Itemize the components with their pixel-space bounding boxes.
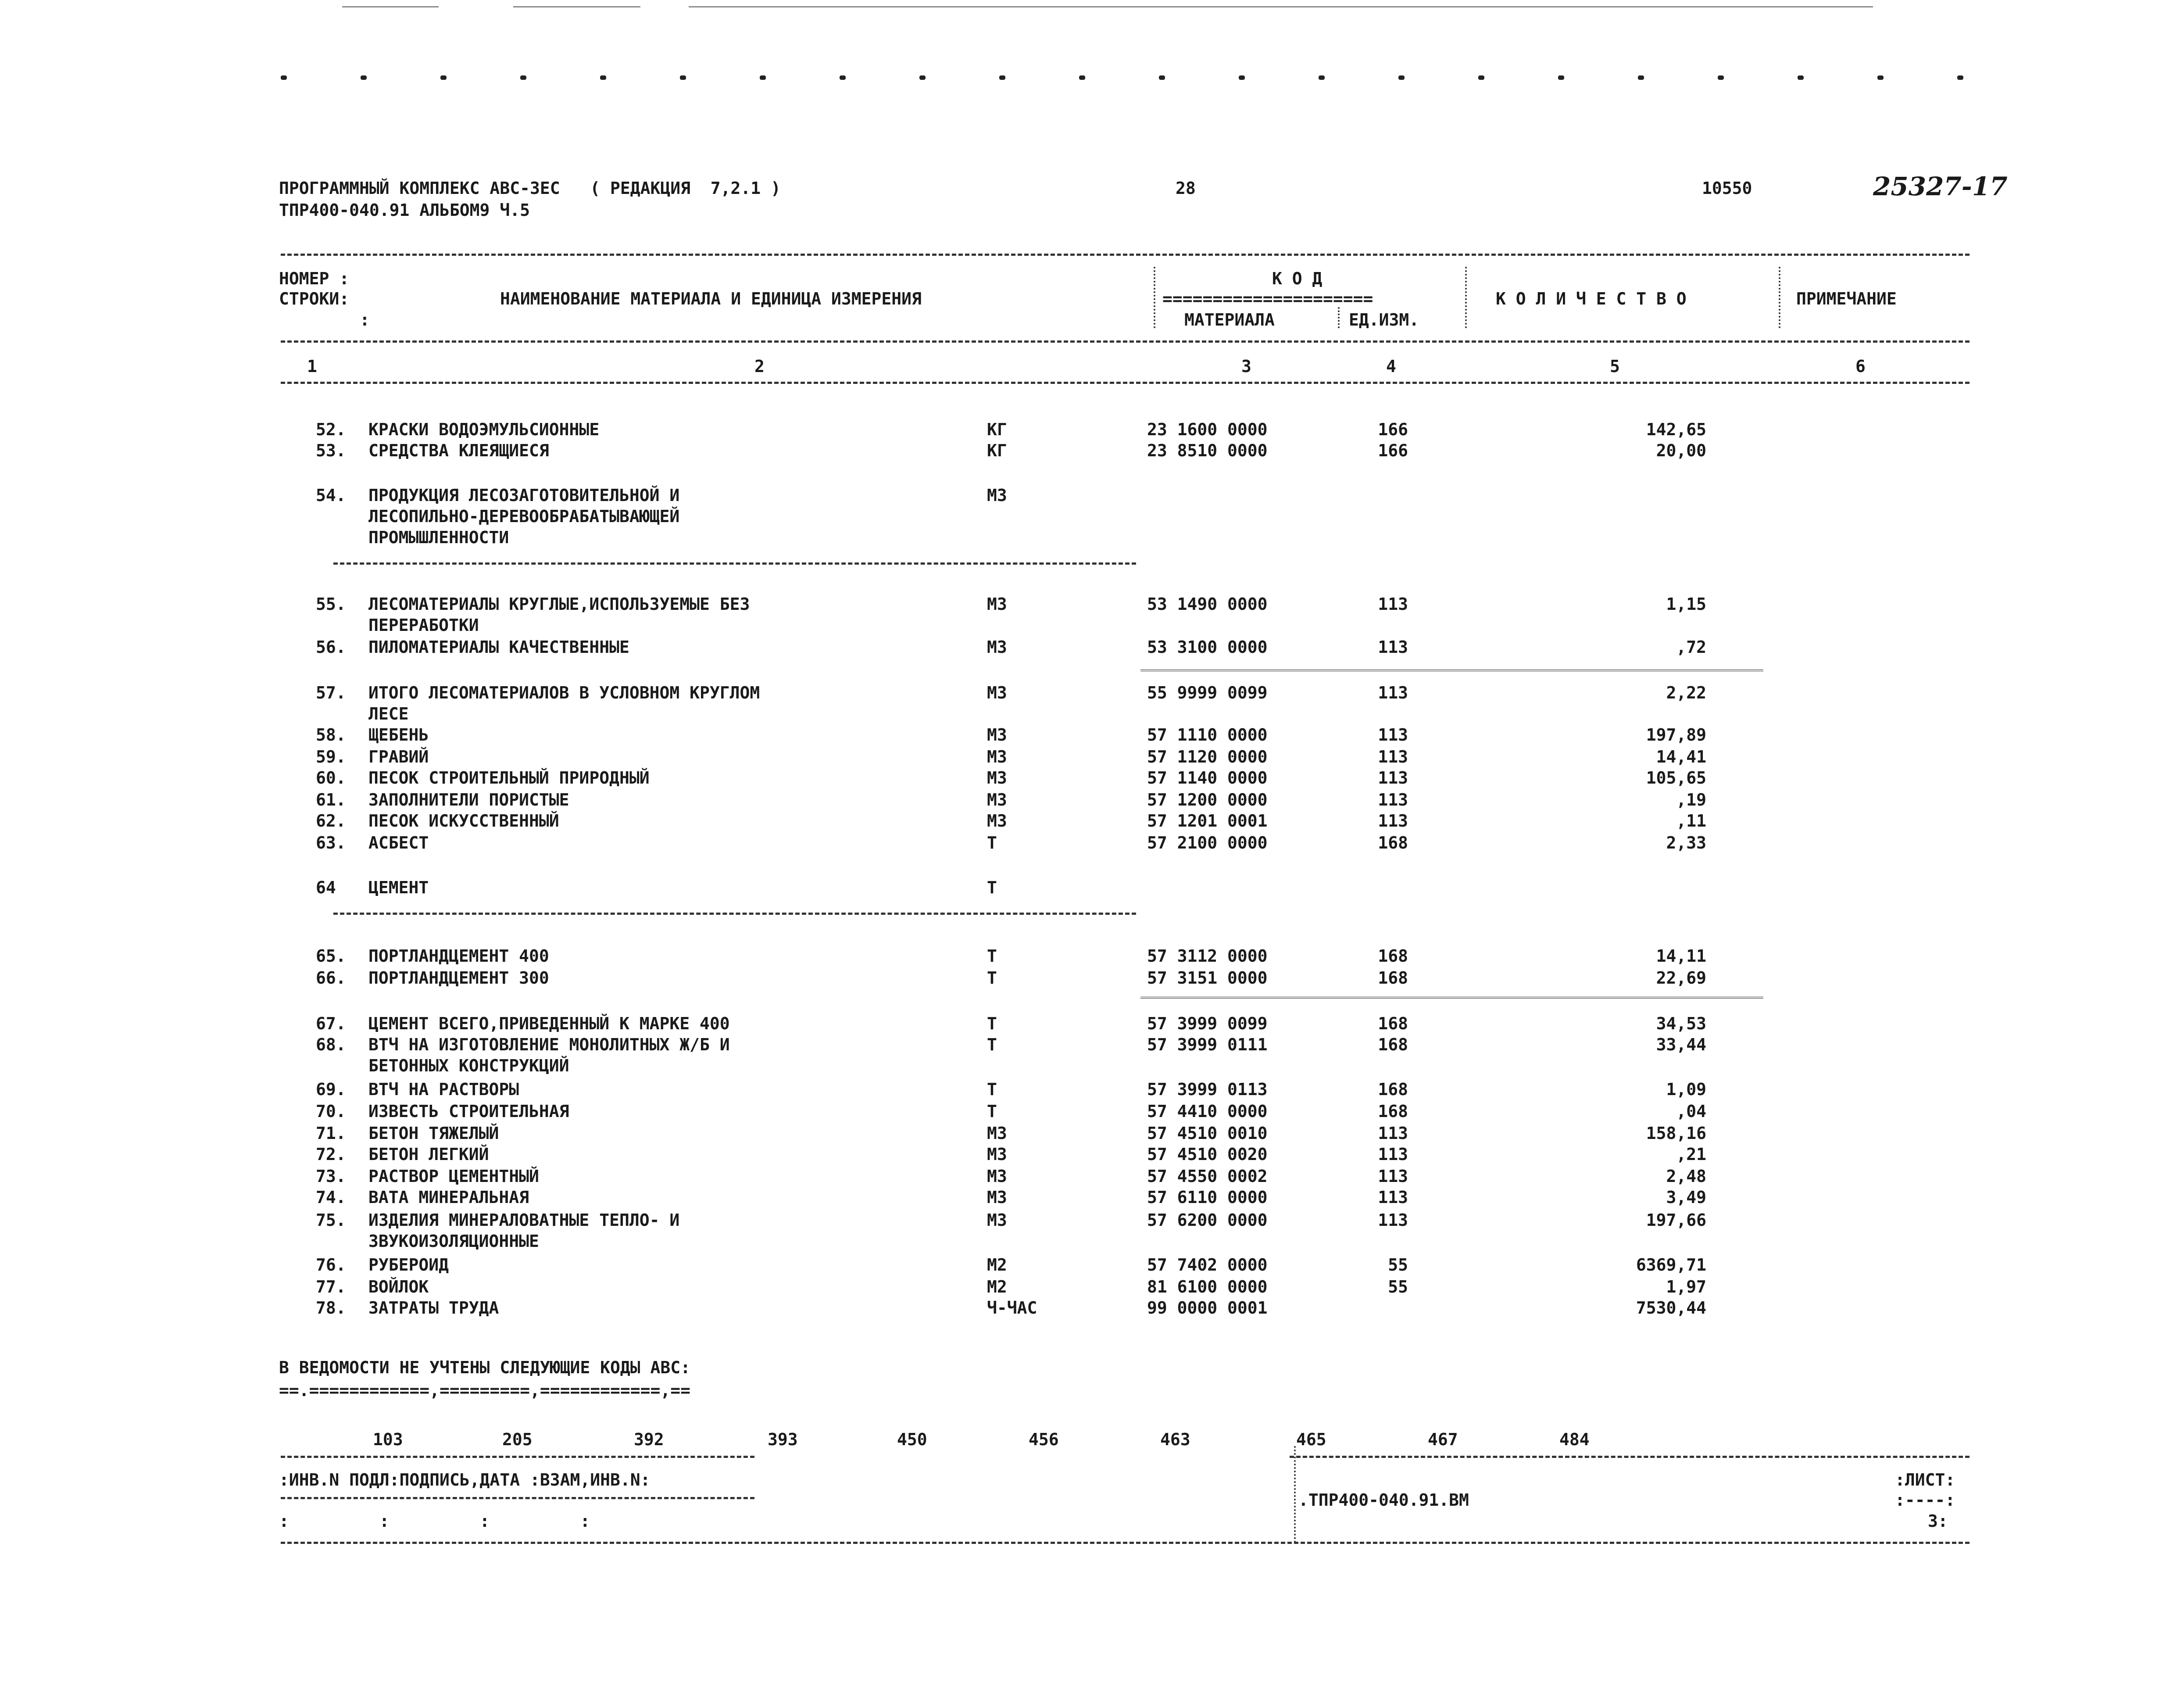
unit-code: 113 bbox=[1378, 768, 1408, 788]
row-number: 66. bbox=[316, 968, 346, 988]
unaccounted-code: 450 bbox=[897, 1430, 927, 1449]
material-code: 57 3112 0000 bbox=[1147, 946, 1268, 966]
perforation-mark bbox=[1957, 75, 1963, 80]
unit-of-measure: М3 bbox=[987, 1167, 1007, 1186]
perforation-mark bbox=[1398, 75, 1405, 80]
row-number: 73. bbox=[316, 1167, 346, 1186]
unit-of-measure: М3 bbox=[987, 1188, 1007, 1207]
material-name: СРЕДСТВА КЛЕЯЩИЕСЯ bbox=[368, 441, 549, 460]
unit-of-measure: М3 bbox=[987, 1210, 1007, 1230]
material-code: 23 1600 0000 bbox=[1147, 420, 1268, 439]
footer-note-underline: ==.============,=========,============,== bbox=[279, 1381, 690, 1400]
unit-code: 168 bbox=[1378, 1035, 1408, 1054]
material-code: 57 4510 0010 bbox=[1147, 1124, 1268, 1143]
column-number-3: 3 bbox=[1241, 357, 1251, 376]
perforation-mark bbox=[760, 75, 766, 80]
material-name: ВТЧ НА РАСТВОРЫ bbox=[368, 1080, 519, 1099]
material-code: 57 1140 0000 bbox=[1147, 768, 1268, 788]
perforation-mark bbox=[1718, 75, 1724, 80]
material-name: ПЕСОК ИСКУССТВЕННЫЙ bbox=[368, 811, 559, 831]
row-number: 61. bbox=[316, 790, 346, 809]
program-title: ПРОГРАММНЫЙ КОМПЛЕКС АВС-3ЕС ( РЕДАКЦИЯ 7,2.1 ) bbox=[279, 179, 781, 198]
unit-of-measure: М3 bbox=[987, 747, 1007, 766]
material-name-continued: ПРОМЫШЛЕННОСТИ bbox=[368, 528, 509, 547]
row-number-label: : bbox=[360, 310, 370, 329]
unit-of-measure: М3 bbox=[987, 790, 1007, 809]
quantity-value: 7530,44 bbox=[1636, 1298, 1706, 1318]
quantity-value: 105,65 bbox=[1646, 768, 1706, 788]
unaccounted-code: 392 bbox=[634, 1430, 664, 1449]
code-material-header: МАТЕРИАЛА bbox=[1184, 310, 1275, 329]
row-number: 70. bbox=[316, 1102, 346, 1121]
unit-code: 113 bbox=[1378, 790, 1408, 809]
album-title: ТПР400-040.91 АЛЬБОМ9 Ч.5 bbox=[279, 201, 530, 220]
perforation-mark bbox=[1079, 75, 1085, 80]
quantity-value: 14,11 bbox=[1656, 946, 1706, 966]
unit-of-measure: М3 bbox=[987, 811, 1007, 831]
material-name: ВТЧ НА ИЗГОТОВЛЕНИЕ МОНОЛИТНЫХ Ж/Б И bbox=[368, 1035, 730, 1054]
column-separator bbox=[1338, 307, 1340, 328]
row-number: 69. bbox=[316, 1080, 346, 1099]
unit-of-measure: М3 bbox=[987, 725, 1007, 745]
quantity-value: 2,48 bbox=[1666, 1167, 1706, 1186]
material-name: ПОРТЛАНДЦЕМЕНТ 300 bbox=[368, 968, 549, 988]
material-code: 57 4510 0020 bbox=[1147, 1145, 1268, 1164]
material-code: 57 3151 0000 bbox=[1147, 968, 1268, 988]
unit-of-measure: М3 bbox=[987, 486, 1007, 505]
material-code: 23 8510 0000 bbox=[1147, 441, 1268, 460]
group-separator bbox=[333, 913, 1136, 915]
perforation-mark bbox=[1478, 75, 1484, 80]
quantity-value: ,72 bbox=[1676, 637, 1706, 657]
unit-of-measure: Т bbox=[987, 1080, 997, 1099]
quantity-value: 197,66 bbox=[1646, 1210, 1706, 1230]
material-name: ПИЛОМАТЕРИАЛЫ КАЧЕСТВЕННЫЕ bbox=[368, 637, 629, 657]
unit-code: 168 bbox=[1378, 1014, 1408, 1033]
material-name-continued: ПЕРЕРАБОТКИ bbox=[368, 616, 479, 635]
quantity-value: 33,44 bbox=[1656, 1035, 1706, 1054]
header-top-rule bbox=[281, 254, 1970, 256]
unit-of-measure: Ч-ЧАС bbox=[987, 1298, 1037, 1318]
material-name: ИЗДЕЛИЯ МИНЕРАЛОВАТНЫЕ ТЕПЛО- И bbox=[368, 1210, 680, 1230]
column-number-5: 5 bbox=[1610, 357, 1620, 376]
unit-of-measure: М3 bbox=[987, 768, 1007, 788]
row-number: 58. bbox=[316, 725, 346, 745]
stamp-document-code: .ТПР400-040.91.ВМ bbox=[1298, 1490, 1469, 1510]
row-number: 52. bbox=[316, 420, 346, 439]
material-code: 55 9999 0099 bbox=[1147, 683, 1268, 702]
unit-code: 55 bbox=[1388, 1277, 1408, 1296]
material-name-continued: БЕТОННЫХ КОНСТРУКЦИЙ bbox=[368, 1056, 569, 1075]
quantity-value: 1,09 bbox=[1666, 1080, 1706, 1099]
unit-code: 168 bbox=[1378, 1102, 1408, 1121]
column-separator bbox=[1779, 267, 1780, 328]
quantity-value: 20,00 bbox=[1656, 441, 1706, 460]
code-unit-header: ЕД.ИЗМ. bbox=[1349, 310, 1419, 329]
unit-code: 113 bbox=[1378, 811, 1408, 831]
material-name: ВАТА МИНЕРАЛЬНАЯ bbox=[368, 1188, 529, 1207]
row-number: 72. bbox=[316, 1145, 346, 1164]
material-code: 53 1490 0000 bbox=[1147, 594, 1268, 614]
unit-code: 168 bbox=[1378, 1080, 1408, 1099]
material-name: РАСТВОР ЦЕМЕНТНЫЙ bbox=[368, 1167, 539, 1186]
row-number: 63. bbox=[316, 833, 346, 852]
unit-of-measure: КГ bbox=[987, 441, 1007, 460]
row-number: 74. bbox=[316, 1188, 346, 1207]
material-name: ЗАПОЛНИТЕЛИ ПОРИСТЫЕ bbox=[368, 790, 569, 809]
perforation-mark bbox=[680, 75, 686, 80]
quantity-value: 197,89 bbox=[1646, 725, 1706, 745]
row-number: 59. bbox=[316, 747, 346, 766]
material-name: ИЗВЕСТЬ СТРОИТЕЛЬНАЯ bbox=[368, 1102, 569, 1121]
stamp-cell-borders: : : : : bbox=[279, 1511, 590, 1531]
perforation-mark bbox=[1159, 75, 1165, 80]
stamp-separator bbox=[1294, 1446, 1296, 1543]
row-number: 68. bbox=[316, 1035, 346, 1054]
code-column-header: К О Д bbox=[1272, 269, 1323, 288]
row-number: 71. bbox=[316, 1124, 346, 1143]
material-code: 57 1110 0000 bbox=[1147, 725, 1268, 745]
material-name: РУБЕРОИД bbox=[368, 1255, 449, 1275]
group-separator bbox=[333, 562, 1136, 565]
unit-of-measure: КГ bbox=[987, 420, 1007, 439]
unit-of-measure: М3 bbox=[987, 1145, 1007, 1164]
quantity-value: 14,41 bbox=[1656, 747, 1706, 766]
unaccounted-code: 463 bbox=[1160, 1430, 1190, 1449]
perforation-mark bbox=[520, 75, 526, 80]
quantity-value: ,19 bbox=[1676, 790, 1706, 809]
unaccounted-code: 467 bbox=[1428, 1430, 1458, 1449]
stamp-signature-labels: :ИНВ.N ПОДЛ:ПОДПИСЬ,ДАТА :ВЗАМ,ИНВ.N: bbox=[279, 1470, 651, 1490]
subtotal-separator bbox=[1140, 670, 1763, 671]
material-name: ГРАВИЙ bbox=[368, 747, 429, 766]
column-number-2: 2 bbox=[754, 357, 765, 376]
unit-code: 113 bbox=[1378, 1124, 1408, 1143]
material-code: 57 1200 0000 bbox=[1147, 790, 1268, 809]
material-code: 57 6110 0000 bbox=[1147, 1188, 1268, 1207]
perforation-mark bbox=[1239, 75, 1245, 80]
row-number: 60. bbox=[316, 768, 346, 788]
material-code: 57 1120 0000 bbox=[1147, 747, 1268, 766]
quantity-value: 3,49 bbox=[1666, 1188, 1706, 1207]
row-number: 75. bbox=[316, 1210, 346, 1230]
material-name: БЕТОН ЛЕГКИЙ bbox=[368, 1145, 489, 1164]
quantity-value: 2,33 bbox=[1666, 833, 1706, 852]
material-code: 57 1201 0001 bbox=[1147, 811, 1268, 831]
material-code: 57 3999 0111 bbox=[1147, 1035, 1268, 1054]
quantity-value: 6369,71 bbox=[1636, 1255, 1706, 1275]
document-number: 10550 bbox=[1702, 179, 1752, 198]
unit-of-measure: Т bbox=[987, 1035, 997, 1054]
row-number: 54. bbox=[316, 486, 346, 505]
top-scan-line bbox=[513, 6, 640, 7]
material-code: 57 3999 0113 bbox=[1147, 1080, 1268, 1099]
stamp-top-rule bbox=[1290, 1456, 1970, 1458]
column-number-1: 1 bbox=[307, 357, 317, 376]
material-code: 57 6200 0000 bbox=[1147, 1210, 1268, 1230]
row-number-label: СТРОКИ: bbox=[279, 289, 350, 308]
column-separator bbox=[1465, 267, 1467, 328]
unit-code: 166 bbox=[1378, 441, 1408, 460]
unit-of-measure: Т bbox=[987, 946, 997, 966]
header-bottom-rule bbox=[281, 382, 1970, 384]
quantity-value: ,11 bbox=[1676, 811, 1706, 831]
unit-code: 166 bbox=[1378, 420, 1408, 439]
material-name: ЦЕМЕНТ ВСЕГО,ПРИВЕДЕННЫЙ К МАРКЕ 400 bbox=[368, 1014, 730, 1033]
quantity-value: 2,22 bbox=[1666, 683, 1706, 702]
perforation-mark bbox=[840, 75, 846, 80]
row-number: 55. bbox=[316, 594, 346, 614]
perforation-mark bbox=[361, 75, 367, 80]
perforation-mark bbox=[440, 75, 447, 80]
material-name-continued: ЛЕСЕ bbox=[368, 704, 409, 723]
unit-code: 113 bbox=[1378, 1188, 1408, 1207]
top-scan-line bbox=[342, 6, 439, 7]
material-name: ЗАТРАТЫ ТРУДА bbox=[368, 1298, 499, 1318]
row-number: 62. bbox=[316, 811, 346, 831]
material-code: 81 6100 0000 bbox=[1147, 1277, 1268, 1296]
material-name-continued: ЛЕСОПИЛЬНО-ДЕРЕВООБРАБАТЫВАЮЩЕЙ bbox=[368, 507, 680, 526]
unaccounted-code: 205 bbox=[502, 1430, 533, 1449]
unit-code: 113 bbox=[1378, 637, 1408, 657]
quantity-value: 1,97 bbox=[1666, 1277, 1706, 1296]
row-number: 64 bbox=[316, 878, 336, 897]
page-number: 28 bbox=[1176, 179, 1196, 198]
row-number: 65. bbox=[316, 946, 346, 966]
sheet-separator: :----: bbox=[1895, 1490, 1955, 1510]
unit-of-measure: М2 bbox=[987, 1277, 1007, 1296]
unaccounted-code: 456 bbox=[1029, 1430, 1059, 1449]
perforation-mark bbox=[1558, 75, 1564, 80]
row-number: 67. bbox=[316, 1014, 346, 1033]
subtotal-separator bbox=[1140, 997, 1763, 999]
material-code: 57 7402 0000 bbox=[1147, 1255, 1268, 1275]
stamp-middle-rule bbox=[281, 1497, 754, 1499]
row-number: 57. bbox=[316, 683, 346, 702]
material-name: ЦЕМЕНТ bbox=[368, 878, 429, 897]
quantity-value: 22,69 bbox=[1656, 968, 1706, 988]
row-number-label: НОМЕР : bbox=[279, 269, 350, 288]
column-number-6: 6 bbox=[1855, 357, 1866, 376]
column-separator bbox=[1154, 267, 1155, 328]
stamp-bottom-rule bbox=[281, 1542, 1970, 1544]
material-name: ПРОДУКЦИЯ ЛЕСОЗАГОТОВИТЕЛЬНОЙ И bbox=[368, 486, 680, 505]
note-column-header: ПРИМЕЧАНИЕ bbox=[1796, 289, 1897, 308]
material-name: КРАСКИ ВОДОЭМУЛЬСИОННЫЕ bbox=[368, 420, 600, 439]
unit-code: 168 bbox=[1378, 833, 1408, 852]
unit-code: 168 bbox=[1378, 946, 1408, 966]
material-code: 57 3999 0099 bbox=[1147, 1014, 1268, 1033]
material-name: ПЕСОК СТРОИТЕЛЬНЫЙ ПРИРОДНЫЙ bbox=[368, 768, 650, 788]
unit-of-measure: Т bbox=[987, 1102, 997, 1121]
handwritten-number: 25327-17 bbox=[1873, 172, 2008, 201]
material-code: 57 4550 0002 bbox=[1147, 1167, 1268, 1186]
unit-of-measure: Т bbox=[987, 878, 997, 897]
perforation-mark bbox=[999, 75, 1005, 80]
perforation-mark bbox=[1877, 75, 1884, 80]
unaccounted-code: 484 bbox=[1559, 1430, 1590, 1449]
quantity-value: 142,65 bbox=[1646, 420, 1706, 439]
unit-code: 113 bbox=[1378, 683, 1408, 702]
row-number: 53. bbox=[316, 441, 346, 460]
material-code: 53 3100 0000 bbox=[1147, 637, 1268, 657]
material-name-continued: ЗВУКОИЗОЛЯЦИОННЫЕ bbox=[368, 1232, 539, 1251]
perforation-mark bbox=[919, 75, 926, 80]
unit-of-measure: М3 bbox=[987, 1124, 1007, 1143]
unaccounted-code: 393 bbox=[768, 1430, 798, 1449]
unit-of-measure: Т bbox=[987, 1014, 997, 1033]
material-code: 99 0000 0001 bbox=[1147, 1298, 1268, 1318]
name-column-header: НАИМЕНОВАНИЕ МАТЕРИАЛА И ЕДИНИЦА ИЗМЕРЕНИЯ bbox=[500, 289, 922, 308]
unit-of-measure: М2 bbox=[987, 1255, 1007, 1275]
unit-code: 113 bbox=[1378, 594, 1408, 614]
material-name: БЕТОН ТЯЖЕЛЫЙ bbox=[368, 1124, 499, 1143]
material-name: ВОЙЛОК bbox=[368, 1277, 429, 1296]
unit-of-measure: Т bbox=[987, 968, 997, 988]
quantity-column-header: К О Л И Ч Е С Т В О bbox=[1496, 289, 1687, 308]
perforation-mark bbox=[281, 75, 287, 80]
unaccounted-code: 465 bbox=[1296, 1430, 1326, 1449]
material-code: 57 4410 0000 bbox=[1147, 1102, 1268, 1121]
unit-code: 113 bbox=[1378, 1145, 1408, 1164]
unit-code: 113 bbox=[1378, 1210, 1408, 1230]
material-code: 57 2100 0000 bbox=[1147, 833, 1268, 852]
header-middle-rule bbox=[281, 340, 1970, 343]
footer-note: В ВЕДОМОСТИ НЕ УЧТЕНЫ СЛЕДУЮЩИЕ КОДЫ АВС: bbox=[279, 1358, 690, 1377]
quantity-value: ,04 bbox=[1676, 1102, 1706, 1121]
quantity-value: 158,16 bbox=[1646, 1124, 1706, 1143]
code-header-separator: ===================== bbox=[1162, 289, 1373, 308]
material-name: ЛЕСОМАТЕРИАЛЫ КРУГЛЫЕ,ИСПОЛЬЗУЕМЫЕ БЕЗ bbox=[368, 594, 750, 614]
unit-code: 113 bbox=[1378, 747, 1408, 766]
unaccounted-code: 103 bbox=[373, 1430, 403, 1449]
unit-of-measure: М3 bbox=[987, 683, 1007, 702]
top-scan-line bbox=[689, 6, 1873, 7]
unit-of-measure: М3 bbox=[987, 594, 1007, 614]
sheet-number: 3: bbox=[1928, 1511, 1948, 1531]
unit-of-measure: Т bbox=[987, 833, 997, 852]
material-name: ПОРТЛАНДЦЕМЕНТ 400 bbox=[368, 946, 549, 966]
stamp-top-rule bbox=[281, 1456, 754, 1458]
unit-of-measure: М3 bbox=[987, 637, 1007, 657]
perforation-mark bbox=[1798, 75, 1804, 80]
row-number: 76. bbox=[316, 1255, 346, 1275]
unit-code: 113 bbox=[1378, 1167, 1408, 1186]
sheet-label: :ЛИСТ: bbox=[1895, 1470, 1955, 1490]
unit-code: 168 bbox=[1378, 968, 1408, 988]
column-number-4: 4 bbox=[1386, 357, 1396, 376]
material-name: ЩЕБЕНЬ bbox=[368, 725, 429, 745]
quantity-value: ,21 bbox=[1676, 1145, 1706, 1164]
perforation-mark bbox=[600, 75, 606, 80]
row-number: 77. bbox=[316, 1277, 346, 1296]
unit-code: 113 bbox=[1378, 725, 1408, 745]
material-name: ИТОГО ЛЕСОМАТЕРИАЛОВ В УСЛОВНОМ КРУГЛОМ bbox=[368, 683, 760, 702]
perforation-mark bbox=[1638, 75, 1644, 80]
row-number: 78. bbox=[316, 1298, 346, 1318]
quantity-value: 1,15 bbox=[1666, 594, 1706, 614]
row-number: 56. bbox=[316, 637, 346, 657]
perforation-mark bbox=[1319, 75, 1325, 80]
unit-code: 55 bbox=[1388, 1255, 1408, 1275]
material-name: АСБЕСТ bbox=[368, 833, 429, 852]
quantity-value: 34,53 bbox=[1656, 1014, 1706, 1033]
